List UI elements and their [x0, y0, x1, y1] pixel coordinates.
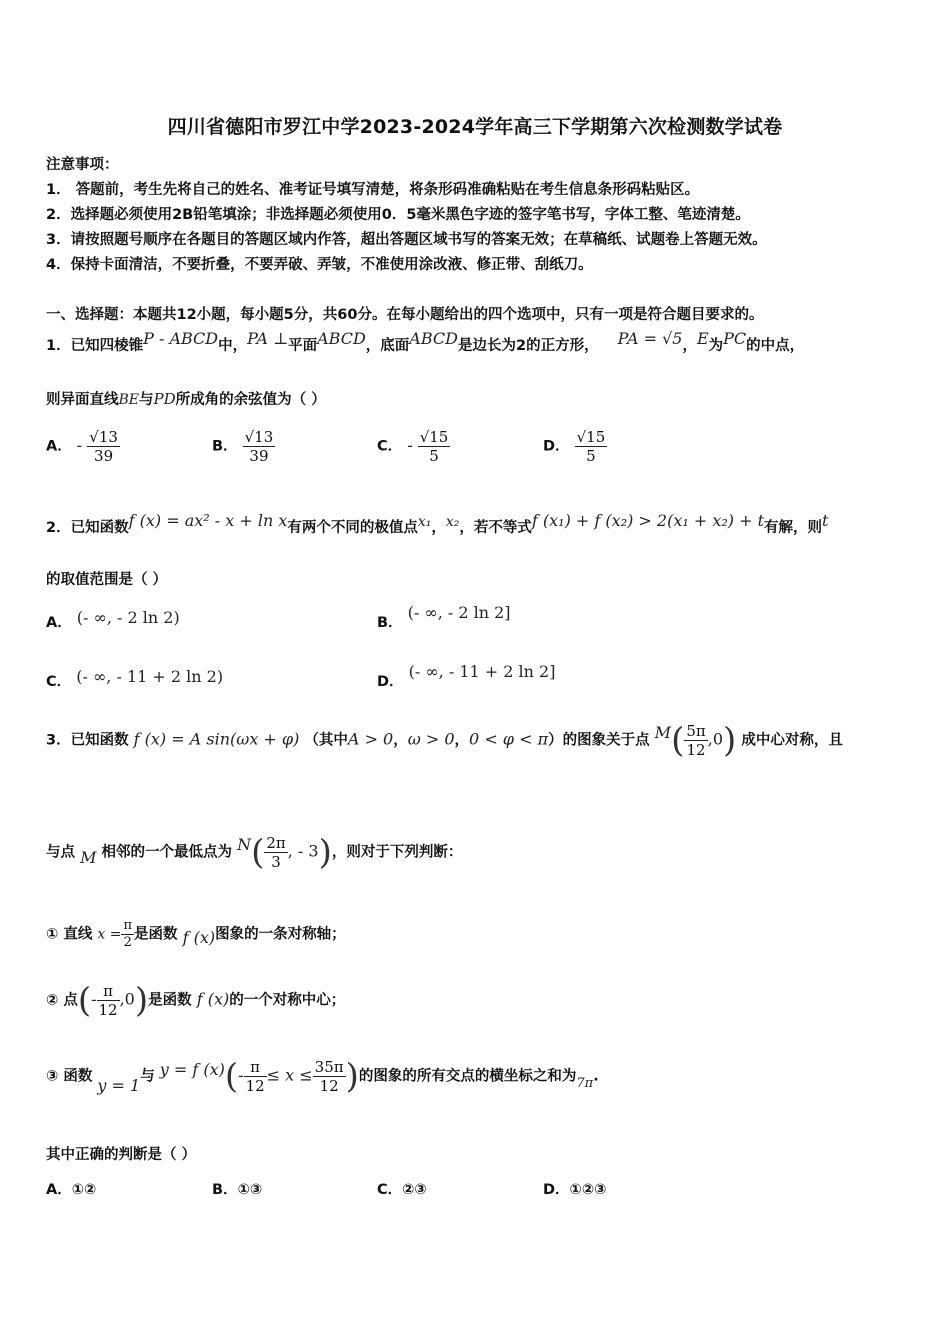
q3-fraction	[121, 918, 134, 951]
q1-math: ABCD	[317, 329, 366, 348]
q3-text: 成中心对称，且	[741, 732, 843, 749]
q3-math: ,0	[119, 989, 135, 1009]
paren-right-icon: )	[318, 832, 332, 873]
frac-den: 39	[249, 447, 269, 465]
paren-right-icon: )	[723, 720, 737, 761]
q3-fraction	[313, 1058, 346, 1095]
q3-math: x =	[97, 926, 122, 943]
option-text: ②③	[402, 1182, 427, 1198]
statement-2	[46, 982, 345, 1019]
q1-option-b[interactable]	[212, 428, 275, 465]
option-label: B．	[377, 615, 403, 631]
frac-den: 12	[98, 1001, 118, 1019]
q2-text: ，若不等式	[459, 520, 532, 536]
option-label: D．	[377, 674, 404, 690]
q3-fraction	[244, 1058, 267, 1095]
frac-num: 2π	[266, 834, 286, 852]
q3-math: M	[80, 847, 97, 867]
q3-text: 与	[140, 1068, 155, 1085]
notice-item: 3．请按照题号顺序在各题目的答题区域内作答，超出答题区域书写的答案无效；在草稿纸、试题卷上答题无效。	[46, 232, 767, 248]
q1-math: PC	[723, 329, 747, 348]
q3-text: ）的图象关于点	[548, 732, 650, 749]
option-text: ①②	[71, 1182, 97, 1198]
q3-math: 7π	[576, 1075, 594, 1091]
q2-math: x₁	[417, 514, 432, 530]
frac-num: √15	[576, 428, 606, 446]
q1-text: 是边长为2的正方形，	[457, 338, 599, 354]
q3-math: M	[654, 723, 672, 742]
q2-option-c[interactable]	[46, 667, 224, 691]
option-label: A．	[46, 615, 72, 631]
q2-text: 有解，则	[764, 520, 823, 536]
option-label: C．	[377, 438, 403, 455]
option-label: D．	[543, 1182, 570, 1198]
q1-text: 的中点，	[746, 338, 805, 354]
q3-text: 的图象的所有交点的横坐标之和为	[358, 1068, 577, 1085]
q1-text: 为	[708, 338, 724, 354]
q3-math: f (x)	[196, 989, 230, 1009]
q1-option-c[interactable]	[377, 428, 450, 465]
q3-text: 是函数	[134, 926, 178, 943]
q3-text: 与点	[46, 844, 75, 861]
frac-den: 12	[686, 741, 706, 759]
q3-option-d[interactable]	[543, 1178, 606, 1199]
q3-fraction	[97, 982, 120, 1019]
q3-text: ① 直线	[46, 926, 93, 943]
q3-text: ，	[393, 732, 408, 749]
q3-math: 0 < φ < π	[469, 729, 549, 749]
q2-option-d[interactable]	[377, 662, 556, 691]
q2-text: 有两个不同的极值点	[287, 520, 418, 536]
q2-text: 2．已知函数	[46, 520, 129, 536]
q1-text: 1．已知四棱锥	[46, 338, 144, 354]
q1-math: P - ABCD	[143, 329, 219, 348]
q1-option-a[interactable]	[46, 428, 120, 465]
option-expr: (- ∞, - 2 ln 2]	[407, 603, 511, 622]
q2-math: f (x) = ax² - x + ln x	[128, 511, 288, 530]
notice-item: 2．选择题必须使用2B铅笔填涂；非选择题必须使用0．5毫米黑色字迹的签字笔书写，字体工整、笔迹清楚。	[46, 207, 750, 223]
q3-text: ，则对于下列判断：	[331, 844, 463, 861]
q3-fraction	[684, 722, 707, 759]
option-label: B．	[212, 438, 238, 455]
q3-math: A > 0	[347, 729, 394, 749]
q2-math: x₂	[445, 514, 460, 530]
q3-text: ，	[454, 732, 470, 749]
option-fraction	[418, 428, 451, 465]
question-3-line2	[46, 834, 462, 871]
q3-text: 相邻的一个最低点为	[101, 844, 233, 861]
q3-text: ② 点	[46, 992, 78, 1009]
option-fraction	[87, 428, 120, 465]
option-sign: -	[76, 435, 83, 455]
q3-text: 的一个对称中心；	[229, 992, 346, 1009]
frac-den: 3	[271, 853, 281, 871]
question-2-ask: 的取值范围是（ ）	[46, 572, 168, 588]
question-3-stem	[46, 722, 843, 759]
q2-option-a[interactable]	[46, 608, 180, 632]
q1-text: 中，	[218, 338, 248, 354]
q3-option-a[interactable]	[46, 1178, 96, 1199]
notice-heading: 注意事项：	[46, 157, 119, 173]
q2-text: ，	[431, 520, 446, 536]
q1-text: 平面	[288, 338, 318, 354]
q3-option-c[interactable]	[377, 1178, 427, 1199]
option-expr: (- ∞, - 11 + 2 ln 2]	[408, 662, 556, 681]
question-2-stem	[46, 511, 829, 537]
statement-3	[46, 1058, 599, 1095]
frac-num: √13	[244, 428, 274, 446]
question-1-stem	[46, 329, 805, 355]
q3-math: ω > 0	[407, 729, 455, 749]
q3-math: N	[237, 835, 252, 854]
q3-text: ③ 函数	[46, 1068, 93, 1085]
q2-math: f (x₁) + f (x₂) > 2(x₁ + x₂) + t	[531, 511, 765, 530]
q3-fraction	[264, 834, 287, 871]
q2-option-b[interactable]	[377, 603, 511, 632]
frac-num: √13	[89, 428, 118, 446]
frac-num: 5π	[686, 722, 706, 740]
notice-item: 4．保持卡面清洁，不要折叠，不要弄破、弄皱，不准使用涂改液、修正带、刮纸刀。	[46, 257, 593, 273]
q1-math: PA = √5	[617, 329, 683, 348]
option-label: A．	[46, 1182, 72, 1198]
frac-den: 39	[94, 447, 114, 465]
option-label: D．	[543, 438, 570, 455]
q1-math: E	[696, 329, 709, 348]
q1-text: 所成角的余弦值为（ ）	[175, 392, 326, 408]
option-text: ①③	[237, 1182, 263, 1198]
paren-right-icon: )	[134, 980, 149, 1021]
q1-text: ，	[682, 338, 697, 354]
frac-den: 2	[121, 934, 134, 951]
q1-math: PA ⊥	[247, 329, 289, 348]
q3-math: ,0	[707, 729, 723, 749]
page-title: 四川省德阳市罗江中学2023-2024学年高三下学期第六次检测数学试卷	[167, 116, 783, 138]
option-fraction	[575, 428, 608, 465]
q3-text: 图象的一条对称轴；	[215, 926, 346, 943]
question-3-ask: 其中正确的判断是（ ）	[46, 1147, 197, 1163]
paren-left-icon: (	[77, 980, 92, 1021]
frac-den: 12	[319, 1077, 339, 1095]
option-text: ①②③	[569, 1182, 607, 1198]
statement-1	[46, 918, 346, 951]
frac-num: π	[97, 982, 120, 1001]
frac-num: π	[244, 1058, 267, 1077]
q3-text: （其中	[304, 732, 348, 749]
paren-left-icon: (	[251, 832, 265, 873]
option-label: A．	[46, 438, 72, 455]
paren-right-icon: )	[345, 1056, 359, 1097]
q1-math: BE	[118, 392, 140, 408]
q1-option-d[interactable]	[543, 428, 607, 465]
q3-math: y = 1	[97, 1075, 141, 1095]
option-label: B．	[212, 1182, 238, 1198]
q3-text: 是函数	[148, 992, 192, 1009]
q3-math: ≤ x ≤	[266, 1065, 313, 1085]
frac-num: 35π	[314, 1058, 344, 1076]
q1-text: 与	[139, 392, 154, 408]
q3-option-b[interactable]	[212, 1178, 262, 1199]
option-expr: (- ∞, - 2 ln 2)	[76, 608, 180, 627]
frac-den: 5	[586, 447, 596, 465]
option-label: C．	[377, 1182, 403, 1198]
frac-num: √15	[419, 428, 449, 446]
paren-left-icon: (	[671, 720, 685, 761]
option-fraction	[243, 428, 276, 465]
q3-math: f (x) = A sin(ωx + φ)	[133, 729, 300, 749]
section-heading: 一、选择题：本题共12小题，每小题5分，共60分。在每小题给出的四个选项中，只有一项是符合题目要求的。	[46, 307, 764, 323]
option-expr: (- ∞, - 11 + 2 ln 2)	[76, 667, 224, 686]
q1-math: PD	[153, 390, 176, 408]
frac-den: 5	[429, 447, 439, 465]
q3-math: y = f (x)	[159, 1059, 225, 1079]
q1-math: ABCD	[409, 329, 458, 348]
q3-math: -	[238, 1065, 244, 1085]
question-1-ask	[46, 388, 326, 409]
q2-math: t	[822, 511, 829, 530]
paren-left-icon: (	[224, 1056, 239, 1097]
option-label: C．	[46, 674, 72, 690]
notice-item: 1． 答题前，考生先将自己的姓名、准考证号填写清楚，将条形码准确粘贴在考生信息条形码粘贴区。	[46, 182, 700, 198]
frac-den: 12	[245, 1077, 265, 1095]
option-sign: -	[407, 435, 413, 455]
q3-math: -	[91, 989, 97, 1009]
q1-text: ，底面	[365, 338, 410, 354]
q3-text: .	[593, 1068, 599, 1085]
q3-math: f (x)	[182, 927, 216, 947]
q3-math: , - 3	[287, 841, 319, 861]
frac-num: π	[123, 918, 133, 933]
q3-text: 3．已知函数	[46, 732, 129, 749]
q1-text: 则异面直线	[46, 392, 119, 408]
